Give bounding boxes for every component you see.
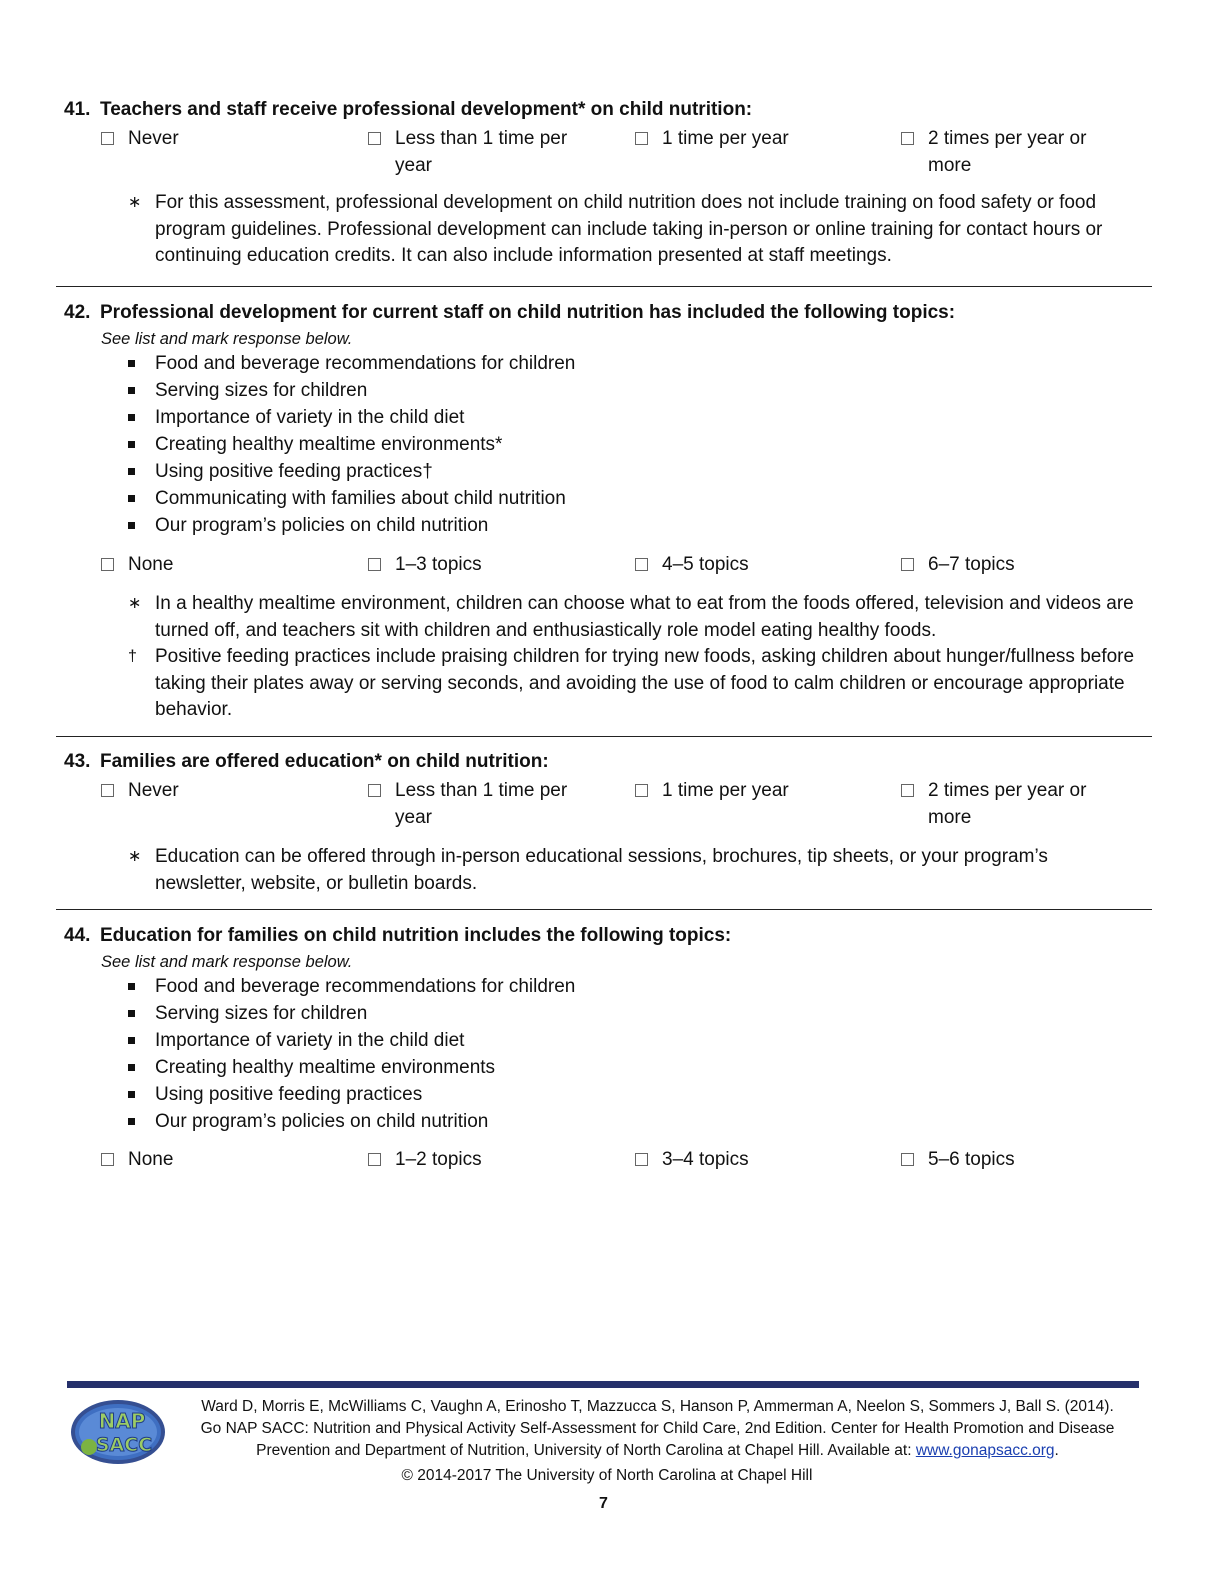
question-number: 41. <box>64 99 91 120</box>
checkbox[interactable] <box>101 132 114 145</box>
citation-line-2: Go NAP SACC: Nutrition and Physical Activity Self-Assessment for Child Care, 2nd Edition. Center for Health Promotion and Disease <box>200 1420 1115 1437</box>
copyright: © 2014-2017 The University of North Carolina at Chapel Hill <box>401 1467 813 1484</box>
footer-bar <box>67 1381 1139 1388</box>
asterisk-marker: ∗ <box>128 194 142 211</box>
page-number: 7 <box>599 1495 608 1512</box>
svg-text:SACC: SACC <box>95 1434 153 1456</box>
bullet-icon <box>128 468 135 475</box>
checkbox[interactable] <box>635 784 648 797</box>
bullet-icon <box>128 1064 135 1071</box>
checkbox[interactable] <box>635 558 648 571</box>
question-title <box>64 749 549 775</box>
bullet-icon <box>128 441 135 448</box>
checkbox[interactable] <box>368 132 381 145</box>
footnote-text: Positive feeding practices include praising children for trying new foods, asking children about hunger/fullness before taking their plates away or serving seconds, and avoiding the use of food to calm children or encourage appropriate behavior. <box>155 646 1135 720</box>
asterisk-marker: ∗ <box>128 848 142 865</box>
bullet-icon <box>128 1037 135 1044</box>
bullet-icon <box>128 983 135 990</box>
question-title <box>64 300 955 326</box>
section-divider <box>56 286 1152 287</box>
checkbox[interactable] <box>901 558 914 571</box>
checkbox[interactable] <box>101 558 114 571</box>
document-page: 41. Teachers and staff receive professional development* on child nutrition: Never Less than 1 time per year 1 time per year 2 times per year or more ∗ For this assessment, professional development on child nutrition does not include training on food safety or food program guidelines. Professional development can include taking in-person or online training for contact hours or continuing education credits. It can also include information presented at staff meetings. 42. Professional development for current staff on child nutrition has included the following topics: See list and mark response below. Food and beverage recommendations for children Serving sizes for children Importance of variety in the child diet Creating healthy mealtime environments* Using positive feeding practices† Communicating with families about child nutrition Our program’s policies on child nutrition None 1–3 topics 4–5 topics 6–7 topics ∗ In a healthy mealtime environment, children can choose what to eat from the foods offered, television and videos are turned off, and teachers sit with children and enthusiastically role model eating healthy foods. † Positive feeding practices include praising children for trying new foods, asking children about hunger/fullness before taking their plates away or serving seconds, and avoiding the use of food to calm children or encourage appropriate behavior. 43. Families are offered education* on child nutrition: Never Less than 1 time per year 1 time per year 2 times per year or more ∗ Education can be offered through in-person educational sessions, brochures, tip sheets, or your program’s newsletter, website, or bulletin boards. 44. Education for families on child nutrition includes the following topics: See list and mark response below. Food and beverage recommendations for children Serving sizes for children Importance of variety in the child diet Creating healthy mealtime environments Using positive feeding practices Our program’s policies on child nutrition None 1–2 topics 3–4 topics 5–6 topics NAP SACC Ward D, Morris E, McWilliams C, Vaughn A, Erinosho T, Mazzucca S, Hanson P, Ammerman A, Neelon S, Sommers J, Ball S. (2014). Go NAP SACC: Nutrition and Physical Activity Self-Assessment for Child Care, 2nd Edition. Center for Health Promotion and Disease Prevention and Department of Nutrition, University of North Carolina at Chapel Hill. Available at: www.gonapsacc.org. © 2014-2017 The University of North Carolina at Chapel Hill 7 <box>0 0 1214 1577</box>
website-link[interactable]: www.gonapsacc.org <box>915 1442 1055 1459</box>
question-text: Teachers and staff receive professional development* on child nutrition: <box>100 99 753 120</box>
checkbox[interactable] <box>101 1153 114 1166</box>
question-number: 43. <box>64 751 91 772</box>
checkbox[interactable] <box>901 1153 914 1166</box>
question-title <box>64 97 752 123</box>
checkbox[interactable] <box>635 132 648 145</box>
footnote-text: For this assessment, professional development on child nutrition does not include training on food safety or food program guidelines. Professional development can include taking in-person or online training for contact hours or continuing education credits. It can also include information presented at staff meetings. <box>155 192 1103 266</box>
section-divider <box>56 736 1152 737</box>
checkbox[interactable] <box>901 784 914 797</box>
checkbox[interactable] <box>368 1153 381 1166</box>
answer-options: None 1–2 topics 3–4 topics 5–6 topics <box>0 1146 1214 1206</box>
question-text: Education for families on child nutrition includes the following topics: <box>100 925 732 946</box>
bullet-icon <box>128 522 135 529</box>
checkbox[interactable] <box>901 132 914 145</box>
bullet-icon <box>128 1118 135 1125</box>
question-text: Families are offered education* on child nutrition: <box>100 751 549 772</box>
instruction-note: See list and mark response below. <box>101 330 353 348</box>
asterisk-marker: ∗ <box>128 595 142 612</box>
bullet-icon <box>128 1010 135 1017</box>
checkbox[interactable] <box>368 558 381 571</box>
bullet-icon <box>128 387 135 394</box>
citation <box>176 1396 1139 1462</box>
instruction-note: See list and mark response below. <box>101 953 353 971</box>
nap-sacc-logo-icon <box>69 1397 167 1467</box>
footnote-text: In a healthy mealtime environment, children can choose what to eat from the foods offered, television and videos are turned off, and teachers sit with children and enthusiastically role model eating healthy foods. <box>155 593 1134 641</box>
answer-options: Never Less than 1 time per year 1 time per year 2 times per year or more <box>0 777 1214 837</box>
bullet-icon <box>128 495 135 502</box>
section-divider <box>56 909 1152 910</box>
question-text: Professional development for current staff on child nutrition has included the following topics: <box>100 302 956 323</box>
dagger-marker: † <box>128 648 137 665</box>
footnote-text: Education can be offered through in-person educational sessions, brochures, tip sheets, or your program’s newsletter, website, or bulletin boards. <box>155 846 1048 894</box>
bullet-icon <box>128 414 135 421</box>
citation-line-3: Prevention and Department of Nutrition, University of North Carolina at Chapel Hill. Available at: www.gonapsacc.org. <box>256 1442 1059 1459</box>
question-title <box>64 923 731 949</box>
answer-options: Never Less than 1 time per year 1 time per year 2 times per year or more <box>0 125 1214 185</box>
citation-line-1: Ward D, Morris E, McWilliams C, Vaughn A, Erinosho T, Mazzucca S, Hanson P, Ammerman A, Neelon S, Sommers J, Ball S. (2014). <box>201 1398 1114 1415</box>
checkbox[interactable] <box>101 784 114 797</box>
question-number: 42. <box>64 302 91 323</box>
bullet-icon <box>128 1091 135 1098</box>
bullet-icon <box>128 360 135 367</box>
checkbox[interactable] <box>368 784 381 797</box>
answer-options: None 1–3 topics 4–5 topics 6–7 topics <box>0 551 1214 611</box>
question-number: 44. <box>64 925 91 946</box>
svg-text:NAP: NAP <box>98 1409 146 1433</box>
checkbox[interactable] <box>635 1153 648 1166</box>
